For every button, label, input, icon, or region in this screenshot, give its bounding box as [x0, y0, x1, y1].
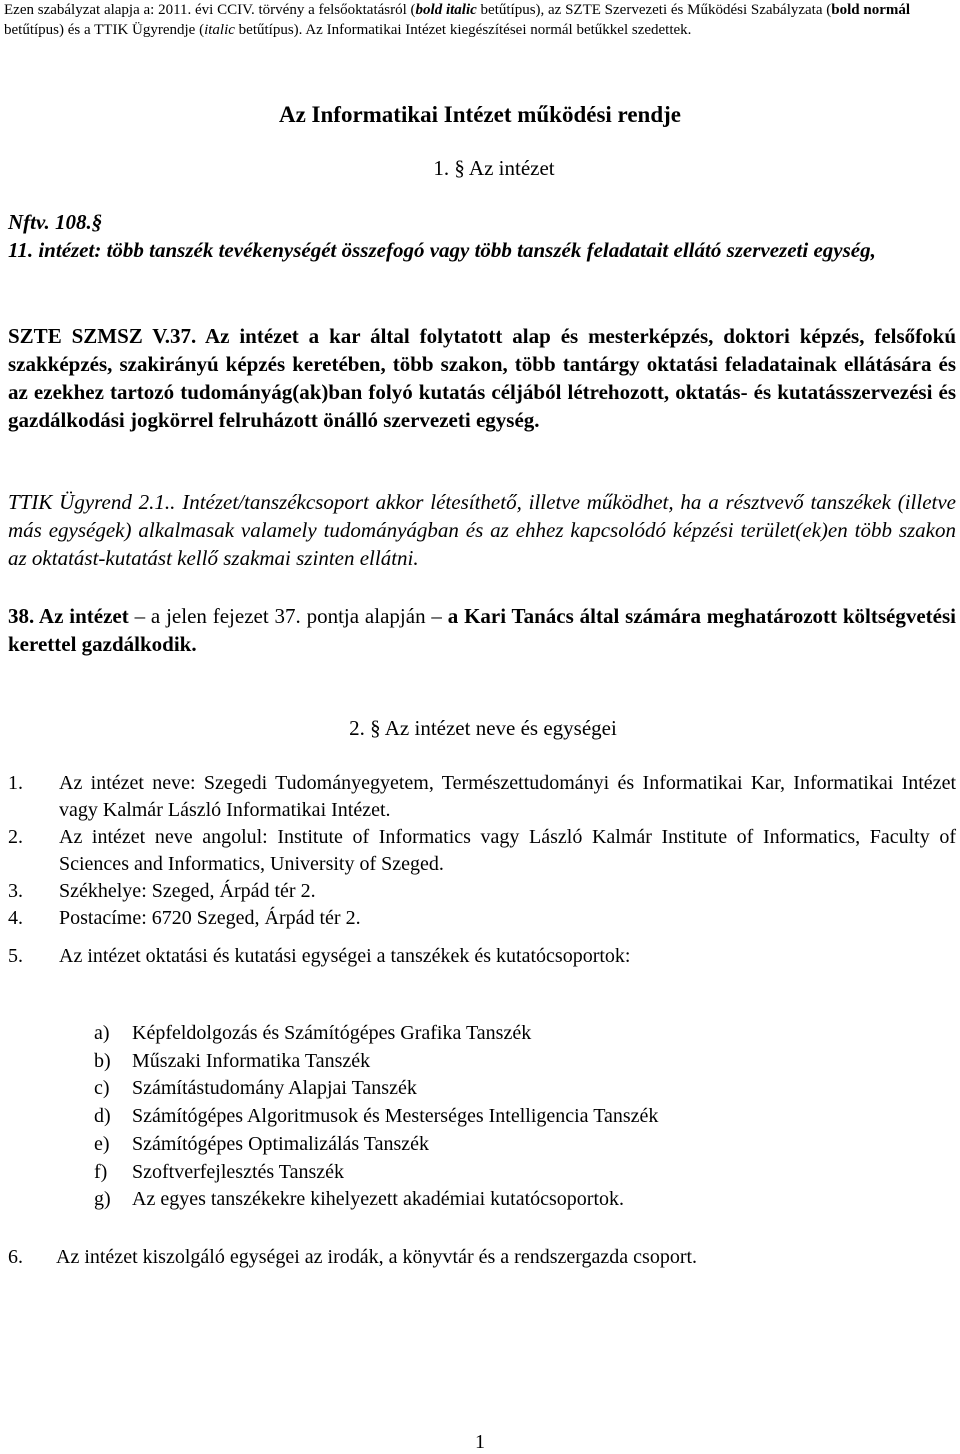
ttik-text: . Intézet/tanszékcsoport akkor létesíthető, illetve működhet, ha a résztvevő tanszékek (illetve más egységek) alkalmasak valamely tudományágban és az ehhez kapcsolódó képzési terület(ek)en több szakon az oktatást-kutatást kellő szakmai szinten ellátni.	[8, 490, 957, 570]
header-bold-normal: bold normál	[831, 2, 911, 18]
section-heading-1: 1. § Az intézet	[433, 156, 555, 180]
list-item-text: Postacíme: 6720 Szeged, Árpád tér 2.	[59, 907, 361, 929]
list-item-text: Székhelye: Szeged, Árpád tér 2.	[59, 880, 316, 902]
unit-letter: g)	[94, 1188, 111, 1211]
list-item	[8, 824, 956, 878]
list-item-6	[8, 1244, 956, 1271]
unit-letter: b)	[94, 1049, 111, 1072]
list-item-number: 6.	[8, 1246, 23, 1268]
p38-emphasis: a Kari Tanács által számára meghatározott költségvetési kerettel gazdálkodik.	[8, 604, 956, 656]
list-item-number: 3.	[8, 880, 23, 902]
list-item	[8, 905, 956, 932]
unit-item	[94, 1131, 658, 1159]
nftv-text: 11. intézet: több tanszék tevékenységét összefogó vagy több tanszék feladatait ellátó szervezeti egység,	[8, 238, 876, 262]
unit-text: Képfeldolgozás és Számítógépes Grafika Tanszék	[132, 1022, 532, 1044]
list-item-text: Az intézet neve angolul: Institute of Informatics vagy László Kalmár Institute of Informatics, Faculty of Sciences and Informatics, University of Szeged.	[59, 826, 956, 875]
list-item-text: Az intézet neve: Szegedi Tudományegyetem, Természettudományi és Informatikai Kar, Informatikai Intézet vagy Kalmár László Informatikai Intézet.	[59, 772, 956, 821]
unit-letter: f)	[94, 1160, 108, 1183]
paragraph-38	[8, 602, 956, 658]
unit-item	[94, 1103, 658, 1131]
list-item	[8, 878, 956, 905]
unit-text: Szoftverfejlesztés Tanszék	[132, 1160, 345, 1183]
section-heading-2: 2. § Az intézet neve és egységei	[349, 716, 617, 740]
header-italic: italic	[204, 22, 235, 38]
units-list	[94, 1020, 658, 1214]
unit-letter: c)	[94, 1077, 110, 1100]
list-item-number: 5.	[8, 945, 23, 967]
page-number: 1	[475, 1431, 485, 1453]
unit-letter: a)	[94, 1022, 110, 1044]
nftv-paragraph	[8, 208, 956, 264]
p38-lead: 38. Az intézet	[8, 604, 129, 628]
list-item-5	[8, 943, 956, 970]
unit-text: Számítógépes Optimalizálás Tanszék	[132, 1132, 430, 1155]
ttik-paragraph	[8, 488, 956, 572]
list-item-number: 2.	[8, 826, 23, 848]
unit-letter: e)	[94, 1132, 110, 1155]
header-text-1: Ezen szabályzat alapja a	[4, 2, 151, 18]
unit-text: Az egyes tanszékekre kihelyezett akadémiai kutatócsoportok.	[132, 1188, 625, 1211]
list-item-text: Az intézet kiszolgáló egységei az irodák, a könyvtár és a rendszergazda csoport.	[56, 1246, 698, 1268]
unit-item	[94, 1020, 658, 1048]
p38-middle: – a jelen fejezet 37. pontja alapján –	[128, 604, 448, 628]
header-text-2: : 2011. évi CCIV. törvény a felsőoktatásról (	[150, 2, 416, 18]
unit-text: Számítógépes Algoritmusok és Mesterséges Intelligencia Tanszék	[132, 1105, 659, 1128]
szte-text: Az intézet a kar által folytatott alap és mesterképzés, doktori képzés, felsőfokú szakképzés, szakirányú képzés keretében, több szakon, több tantárgy oktatási feladatainak ellátására és az ezekhez tartozó tudományág(ak)ban folyó kutatás céljából létrehozott, oktatás- és kutatásszervezési és gazdálkodási jogkörrel felruházott önálló szervezeti egység.	[8, 324, 956, 432]
unit-letter: d)	[94, 1105, 111, 1128]
document-title: Az Informatikai Intézet működési rendje	[278, 102, 682, 127]
header-text-8: betűtípus). Az Informatikai Intézet kiegészítései normál betűkkel szedettek.	[234, 22, 692, 38]
list-item-number: 4.	[8, 907, 23, 929]
list-item-text: Az intézet oktatási és kutatási egységei a tanszékek és kutatócsoportok:	[59, 945, 631, 967]
szte-paragraph	[8, 322, 956, 434]
unit-item	[94, 1186, 658, 1214]
nftv-reference: Nftv. 108.§	[8, 210, 103, 234]
header-text-6: betűtípus) és a TTIK Ügyrendje (	[4, 22, 205, 38]
szte-reference: SZTE SZMSZ V.37.	[8, 324, 197, 348]
header-note	[4, 0, 956, 40]
unit-item	[94, 1075, 658, 1103]
header-text-4: betűtípus), az SZTE Szervezeti és Működési Szabályzata (	[476, 2, 832, 18]
ttik-reference: TTIK Ügyrend 2.1.	[8, 490, 171, 514]
list-item	[8, 770, 956, 824]
unit-text: Műszaki Informatika Tanszék	[132, 1049, 371, 1072]
header-bold-italic: bold italic	[415, 2, 477, 18]
unit-text: Számítástudomány Alapjai Tanszék	[132, 1077, 417, 1100]
unit-item	[94, 1159, 658, 1187]
unit-item	[94, 1048, 658, 1076]
list-item-number: 1.	[8, 772, 23, 794]
name-list	[8, 770, 956, 932]
